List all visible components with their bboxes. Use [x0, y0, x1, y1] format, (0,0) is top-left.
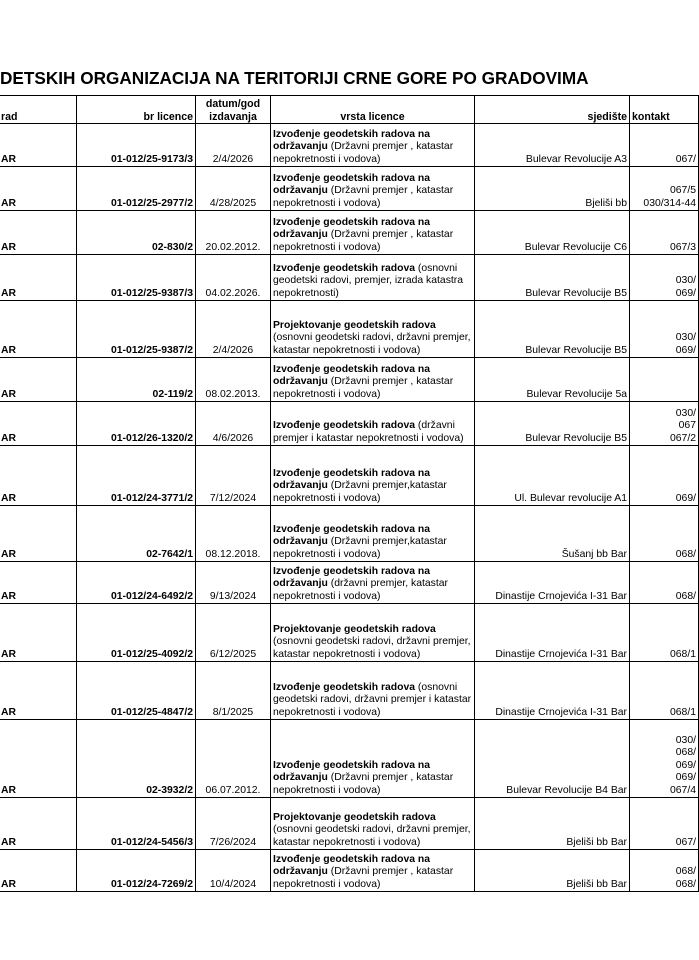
- cell-grad: AR: [0, 211, 77, 255]
- cell-grad: AR: [0, 720, 77, 798]
- cell-grad: AR: [0, 402, 77, 446]
- cell-license-type: [271, 506, 475, 562]
- cell-grad: AR: [0, 301, 77, 358]
- cell-contact: [630, 850, 699, 892]
- cell-contact: [630, 358, 699, 402]
- cell-grad: AR: [0, 798, 77, 850]
- cell-contact: [630, 167, 699, 211]
- license-type-detail: (državni premjer, katastar nepokretnosti i vodova): [273, 578, 448, 602]
- cell-seat-address: Bjeliši bb Bar: [475, 850, 630, 892]
- cell-seat-address: Bjeliši bb: [475, 167, 630, 211]
- license-type-detail: (Državni premjer , katastar nepokretnosti i vodova): [273, 185, 454, 209]
- cell-contact: [630, 720, 699, 798]
- table-row: [0, 662, 699, 720]
- cell-license-type: [271, 167, 475, 211]
- cell-issue-date: 2/4/2026: [196, 124, 271, 167]
- cell-seat-address: Šušanj bb Bar: [475, 506, 630, 562]
- contact-phone: 067/2: [669, 432, 696, 444]
- contact-phone: 030/: [675, 407, 696, 419]
- cell-seat-address: Bulevar Revolucije C6: [475, 211, 630, 255]
- contact-phone: 068/: [675, 866, 696, 878]
- license-type-detail: (Državni premjer,katastar nepokretnosti i vodova): [273, 480, 447, 504]
- license-type-title: Izvođenje geodetskih radova na održavanju: [273, 128, 431, 153]
- cell-license-number: 02-830/2: [77, 211, 196, 255]
- license-type-detail: (Državni premjer , katastar nepokretnosti i vodova): [273, 376, 454, 400]
- license-type-detail: (osnovni geodetski radovi, državni premjer, katastar nepokretnosti i vodova): [273, 636, 471, 660]
- cell-license-number: 01-012/25-4092/2: [77, 604, 196, 662]
- table-row: [0, 850, 699, 892]
- cell-contact: [630, 506, 699, 562]
- cell-issue-date: 20.02.2012.: [196, 211, 271, 255]
- cell-seat-address: Dinastije Crnojevića I-31 Bar: [475, 604, 630, 662]
- cell-license-number: 01-012/25-2977/2: [77, 167, 196, 211]
- cell-contact: [630, 446, 699, 506]
- license-type-title: Izvođenje geodetskih radova na održavanju: [273, 759, 431, 784]
- cell-seat-address: Bjeliši bb Bar: [475, 798, 630, 850]
- license-type-title: Izvođenje geodetskih radova na održavanju: [273, 523, 431, 548]
- cell-license-number: 01-012/24-5456/3: [77, 798, 196, 850]
- header-license-type: vrsta licence: [271, 96, 475, 124]
- cell-issue-date: 4/6/2026: [196, 402, 271, 446]
- license-type-detail: (Državni premjer , katastar nepokretnosti i vodova): [273, 141, 454, 165]
- license-type-title: Projektovanje geodetskih radova: [273, 319, 436, 331]
- license-type-title: Izvođenje geodetskih radova: [273, 262, 416, 274]
- cell-license-type: [271, 124, 475, 167]
- contact-phone: 030/: [675, 734, 696, 746]
- cell-issue-date: 10/4/2024: [196, 850, 271, 892]
- header-license: br licence: [77, 96, 196, 124]
- cell-issue-date: 6/12/2025: [196, 604, 271, 662]
- table-row: [0, 255, 699, 301]
- header-contact: kontakt: [630, 96, 699, 124]
- cell-seat-address: Ul. Bulevar revolucije A1: [475, 446, 630, 506]
- table-row: [0, 446, 699, 506]
- contact-phone: 067/3: [669, 241, 696, 253]
- cell-license-number: 01-012/26-1320/2: [77, 402, 196, 446]
- license-type-title: Izvođenje geodetskih radova na održavanju: [273, 565, 431, 590]
- cell-license-number: 01-012/25-9173/3: [77, 124, 196, 167]
- cell-license-type: [271, 446, 475, 506]
- cell-grad: AR: [0, 124, 77, 167]
- contact-phone: 068/1: [669, 648, 696, 660]
- cell-grad: AR: [0, 446, 77, 506]
- cell-seat-address: Bulevar Revolucije B5: [475, 402, 630, 446]
- cell-license-number: 02-3932/2: [77, 720, 196, 798]
- contact-phone: 067/4: [669, 784, 696, 796]
- table-row: [0, 301, 699, 358]
- header-seat: sjedište: [475, 96, 630, 124]
- cell-license-type: [271, 662, 475, 720]
- cell-issue-date: 06.07.2012.: [196, 720, 271, 798]
- license-type-title: Izvođenje geodetskih radova: [273, 420, 416, 432]
- cell-license-type: [271, 720, 475, 798]
- cell-seat-address: Bulevar Revolucije A3: [475, 124, 630, 167]
- contact-phone: 069/: [675, 287, 696, 299]
- table-header-row: [0, 96, 699, 124]
- cell-contact: [630, 604, 699, 662]
- license-type-detail: (državni premjer i katastar nepokretnosti i vodova): [273, 420, 464, 444]
- contact-phone: 069/: [675, 492, 696, 504]
- contact-phone: 067/: [675, 153, 696, 165]
- contact-phone: 068/: [675, 878, 696, 890]
- license-type-detail: (Državni premjer , katastar nepokretnosti i vodova): [273, 229, 454, 253]
- table-row: [0, 562, 699, 604]
- cell-issue-date: 8/1/2025: [196, 662, 271, 720]
- cell-contact: [630, 124, 699, 167]
- cell-license-number: 01-012/24-7269/2: [77, 850, 196, 892]
- license-type-title: Projektovanje geodetskih radova: [273, 811, 436, 823]
- license-type-detail: (osnovni geodetski radovi, premjer, izrada katastra nepokretnosti): [273, 262, 464, 299]
- cell-issue-date: 4/28/2025: [196, 167, 271, 211]
- license-type-title: Izvođenje geodetskih radova na održavanju: [273, 172, 431, 197]
- license-type-title: Izvođenje geodetskih radova: [273, 681, 416, 693]
- cell-contact: [630, 562, 699, 604]
- cell-contact: [630, 255, 699, 301]
- cell-grad: AR: [0, 506, 77, 562]
- cell-contact: [630, 301, 699, 358]
- cell-license-type: [271, 301, 475, 358]
- header-date-line2: izdavanja: [209, 110, 257, 123]
- cell-issue-date: 7/26/2024: [196, 798, 271, 850]
- cell-issue-date: 9/13/2024: [196, 562, 271, 604]
- cell-seat-address: Bulevar Revolucije B4 Bar: [475, 720, 630, 798]
- contact-phone: 068/: [675, 590, 696, 602]
- cell-license-type: [271, 358, 475, 402]
- license-type-title: Izvođenje geodetskih radova na održavanju: [273, 216, 431, 241]
- cell-contact: [630, 211, 699, 255]
- cell-license-number: 01-012/25-4847/2: [77, 662, 196, 720]
- cell-license-type: [271, 255, 475, 301]
- contact-phone: 068/1: [669, 706, 696, 718]
- cell-seat-address: Dinastije Crnojevića I-31 Bar: [475, 562, 630, 604]
- table-row: [0, 798, 699, 850]
- table-row: [0, 358, 699, 402]
- license-type-title: Izvođenje geodetskih radova na održavanju: [273, 853, 431, 878]
- license-type-detail: (osnovni geodetski radovi, državni premjer i katastar nepokretnosti i vodova): [273, 681, 472, 718]
- cell-license-number: 01-012/25-9387/3: [77, 255, 196, 301]
- license-type-detail: (osnovni geodetski radovi, državni premjer, katastar nepokretnosti i vodova): [273, 824, 471, 848]
- contact-phone: 069/: [675, 772, 696, 784]
- cell-issue-date: 08.12.2018.: [196, 506, 271, 562]
- cell-license-type: [271, 402, 475, 446]
- license-type-detail: (Državni premjer , katastar nepokretnosti i vodova): [273, 772, 454, 796]
- cell-grad: AR: [0, 662, 77, 720]
- contact-phone: 030/314-44: [643, 197, 696, 209]
- cell-issue-date: 04.02.2026.: [196, 255, 271, 301]
- table-row: [0, 167, 699, 211]
- cell-grad: AR: [0, 850, 77, 892]
- contact-phone: 067/5: [669, 185, 696, 197]
- contact-phone: 030/: [675, 332, 696, 344]
- cell-license-type: [271, 604, 475, 662]
- cell-contact: [630, 798, 699, 850]
- contact-phone: 068/: [675, 747, 696, 759]
- table-row: [0, 402, 699, 446]
- cell-seat-address: Bulevar Revolucije 5a: [475, 358, 630, 402]
- license-type-title: Izvođenje geodetskih radova na održavanju: [273, 363, 431, 388]
- cell-license-number: 01-012/25-9387/2: [77, 301, 196, 358]
- license-type-detail: (Državni premjer,katastar nepokretnosti i vodova): [273, 536, 447, 560]
- cell-contact: [630, 662, 699, 720]
- cell-seat-address: Bulevar Revolucije B5: [475, 301, 630, 358]
- contact-phone: 068/: [675, 548, 696, 560]
- contact-phone: 069/: [675, 759, 696, 771]
- cell-license-type: [271, 850, 475, 892]
- cell-grad: AR: [0, 358, 77, 402]
- cell-issue-date: 7/12/2024: [196, 446, 271, 506]
- cell-grad: AR: [0, 604, 77, 662]
- cell-license-type: [271, 798, 475, 850]
- license-type-detail: (Državni premjer , katastar nepokretnosti i vodova): [273, 866, 454, 890]
- cell-contact: [630, 402, 699, 446]
- license-type-detail: (osnovni geodetski radovi, državni premjer, katastar nepokretnosti i vodova): [273, 332, 471, 356]
- contact-phone: 030/: [675, 275, 696, 287]
- cell-seat-address: Bulevar Revolucije B5: [475, 255, 630, 301]
- license-type-title: Projektovanje geodetskih radova: [273, 623, 436, 635]
- cell-grad: AR: [0, 562, 77, 604]
- header-grad: rad: [0, 96, 77, 124]
- table-row: [0, 211, 699, 255]
- cell-seat-address: Dinastije Crnojevića I-31 Bar: [475, 662, 630, 720]
- table-row: [0, 124, 699, 167]
- header-date: [196, 96, 271, 124]
- cell-license-number: 02-7642/1: [77, 506, 196, 562]
- cell-grad: AR: [0, 255, 77, 301]
- cell-license-number: 02-119/2: [77, 358, 196, 402]
- header-date-line1: datum/god: [205, 98, 261, 111]
- cell-grad: AR: [0, 167, 77, 211]
- cell-license-number: 01-012/24-3771/2: [77, 446, 196, 506]
- organizations-table: [0, 95, 699, 892]
- page-title: DETSKIH ORGANIZACIJA NA TERITORIJI CRNE GORE PO GRADOVIMA: [0, 68, 589, 88]
- contact-phone: 069/: [675, 344, 696, 356]
- table-row: [0, 604, 699, 662]
- contact-phone: 067/: [675, 836, 696, 848]
- cell-issue-date: 2/4/2026: [196, 301, 271, 358]
- cell-issue-date: 08.02.2013.: [196, 358, 271, 402]
- cell-license-type: [271, 562, 475, 604]
- cell-license-type: [271, 211, 475, 255]
- contact-phone: 067: [678, 420, 696, 432]
- license-type-title: Izvođenje geodetskih radova na održavanju: [273, 467, 431, 492]
- cell-license-number: 01-012/24-6492/2: [77, 562, 196, 604]
- table-row: [0, 506, 699, 562]
- table-row: [0, 720, 699, 798]
